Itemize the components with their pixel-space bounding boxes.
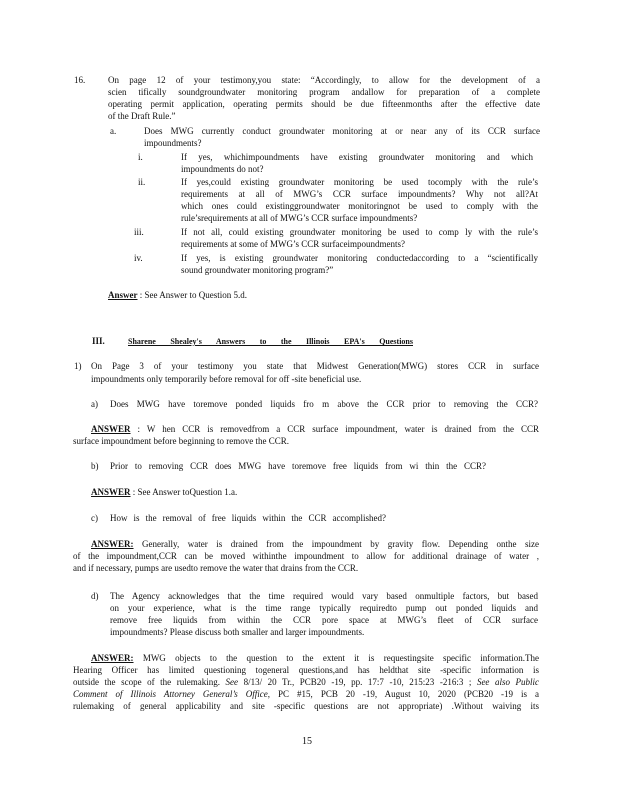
item-text-line: rule’srequirements at all of MWG’s CCR surface impoundments? xyxy=(181,213,418,223)
answer-text-line: rulemaking of general applicability and site -specific questions are not appropriate) .Without waiving its xyxy=(73,701,539,711)
question-text-line: operating permit application, operating permits should be due fifteenmonths after the effective date xyxy=(108,99,540,109)
item-label: ii. xyxy=(138,177,146,187)
item-label: i. xyxy=(138,152,143,162)
answer-line xyxy=(108,290,247,301)
section-numeral: III. xyxy=(92,336,105,346)
citation-signal: See xyxy=(225,677,239,687)
answer-line xyxy=(91,539,539,550)
answer-label: ANSWER: xyxy=(91,539,134,549)
item-text-line: which ones could existinggroundwater monitoringnot be used to comply with the xyxy=(181,201,538,211)
item-label: iii. xyxy=(134,227,144,237)
subquestion-text-line: impoundments? xyxy=(144,138,202,148)
subquestion-text: Does MWG have toremove ponded liquids fro m above the CCR prior to removing the CCR? xyxy=(110,399,538,409)
item-text-line: sound groundwater monitoring program?” xyxy=(181,265,334,275)
answer-text-line: outside the scope of the rulemaking. See 8/13/ 20 Tr., PCB20 -19, pp. 17:7 -10, 215:23 -216:3 ; See also Public xyxy=(73,677,540,687)
answer-label: ANSWER: xyxy=(91,653,134,663)
question-number: 16. xyxy=(74,75,86,85)
question-text-line: scien tifically soundgroundwater monitoring program andallow for preparation of a complete xyxy=(108,87,540,97)
question-text-line: impoundments only temporarily before removal for off -site beneficial use. xyxy=(91,374,362,384)
answer-line xyxy=(91,487,237,498)
answer-text: : See Answer toQuestion 1.a. xyxy=(132,487,238,497)
subquestion-text: How is the removal of free liquids within the CCR accomplished? xyxy=(110,513,386,523)
item-text-line: If not all, could existing groundwater monitoring be used to comp ly with the rule’s xyxy=(181,227,538,237)
subquestion-label: c) xyxy=(91,513,98,523)
answer-text: : W hen CCR is removedfrom a CCR surface impoundment, water is drained from the CCR xyxy=(137,424,539,434)
subquestion-label: b) xyxy=(91,461,99,471)
citation-title: Comment of Illinois Attorney General’s Office xyxy=(73,689,268,699)
answer-text-line: of the impoundment,CCR can be moved withinthe impoundment to allow for additional drainage of water , xyxy=(73,551,539,561)
subquestion-label: a. xyxy=(110,126,117,136)
item-text-line: If yes, whichimpoundments have existing groundwater monitoring and which xyxy=(181,152,533,162)
item-text-line: impoundments do not? xyxy=(181,164,264,174)
answer-line xyxy=(91,424,539,435)
answer-text: Generally, water is drained from the impoundment by gravity flow. Depending onthe size xyxy=(142,539,540,549)
citation: 8/13/ 20 Tr., PCB20 -19, pp. 17:7 -10, 215:23 -216:3 ; xyxy=(243,677,472,687)
subquestion-text: Prior to removing CCR does MWG have toremove free liquids from wi thin the CCR? xyxy=(110,461,486,471)
item-text-line: requirements at all of MWG’s CCR surface impoundments? Why not all?At xyxy=(181,189,538,199)
item-text-line: If yes,could existing groundwater monitoring be used tocomply with the rule’s xyxy=(181,177,538,187)
answer-label: ANSWER xyxy=(91,424,131,434)
answer-text: : See Answer to Question 5.d. xyxy=(139,290,247,300)
section-heading: Sharene Shealey's Answers to the Illinois EPA's Questions xyxy=(128,337,413,346)
subquestion-text-line: remove free liquids from within the CCR pore space at MWG’s fleet of CCR surface xyxy=(110,615,538,625)
answer-text: MWG objects to the question to the extent it is requestingsite specific information.The xyxy=(142,653,539,663)
item-label: iv. xyxy=(134,253,143,263)
question-number: 1) xyxy=(74,361,82,371)
item-text-line: requirements at some of MWG’s CCR surfaceimpoundments? xyxy=(181,239,405,249)
subquestion-text-line: The Agency acknowledges that the time required would vary based onmultiple factors, but based xyxy=(110,591,538,601)
subquestion-text-line: on your experience, what is the time range typically requiredto pump out ponded liquids and xyxy=(110,603,538,613)
subquestion-text-line: Does MWG currently conduct groundwater monitoring at or near any of its CCR surface xyxy=(144,126,540,136)
citation-signal: See also Public xyxy=(476,677,540,687)
answer-label: Answer xyxy=(108,290,138,300)
question-text-line: of the Draft Rule.” xyxy=(108,111,176,121)
subquestion-label: a) xyxy=(91,399,98,409)
answer-label: ANSWER xyxy=(91,487,131,497)
page-number: 15 xyxy=(302,736,312,747)
question-text-line: On Page 3 of your testimony you state that Midwest Generation(MWG) stores CCR in surface xyxy=(91,361,539,371)
answer-line xyxy=(91,653,539,664)
answer-text-line: and if necessary, pumps are usedto remove the water that drains from the CCR. xyxy=(73,563,359,573)
subquestion-text-line: impoundments? Please discuss both smaller and larger impoundments. xyxy=(110,627,365,637)
question-text-line: On page 12 of your testimony,you state: “Accordingly, to allow for the development of a xyxy=(108,75,540,85)
subquestion-label: d) xyxy=(91,591,99,601)
answer-text-line: Comment of Illinois Attorney General’s Office, PC #15, PCB 20 -19, August 10, 2020 (PCB20 -19 is a xyxy=(73,689,539,699)
answer-text-line: surface impoundment before beginning to remove the CCR. xyxy=(73,436,289,446)
item-text-line: If yes, is existing groundwater monitoring conductedaccording to a “scientifically xyxy=(181,253,538,263)
answer-text-line: Hearing Officer has limited questioning togeneral questions,and has heldthat site -specific information is xyxy=(73,665,539,675)
